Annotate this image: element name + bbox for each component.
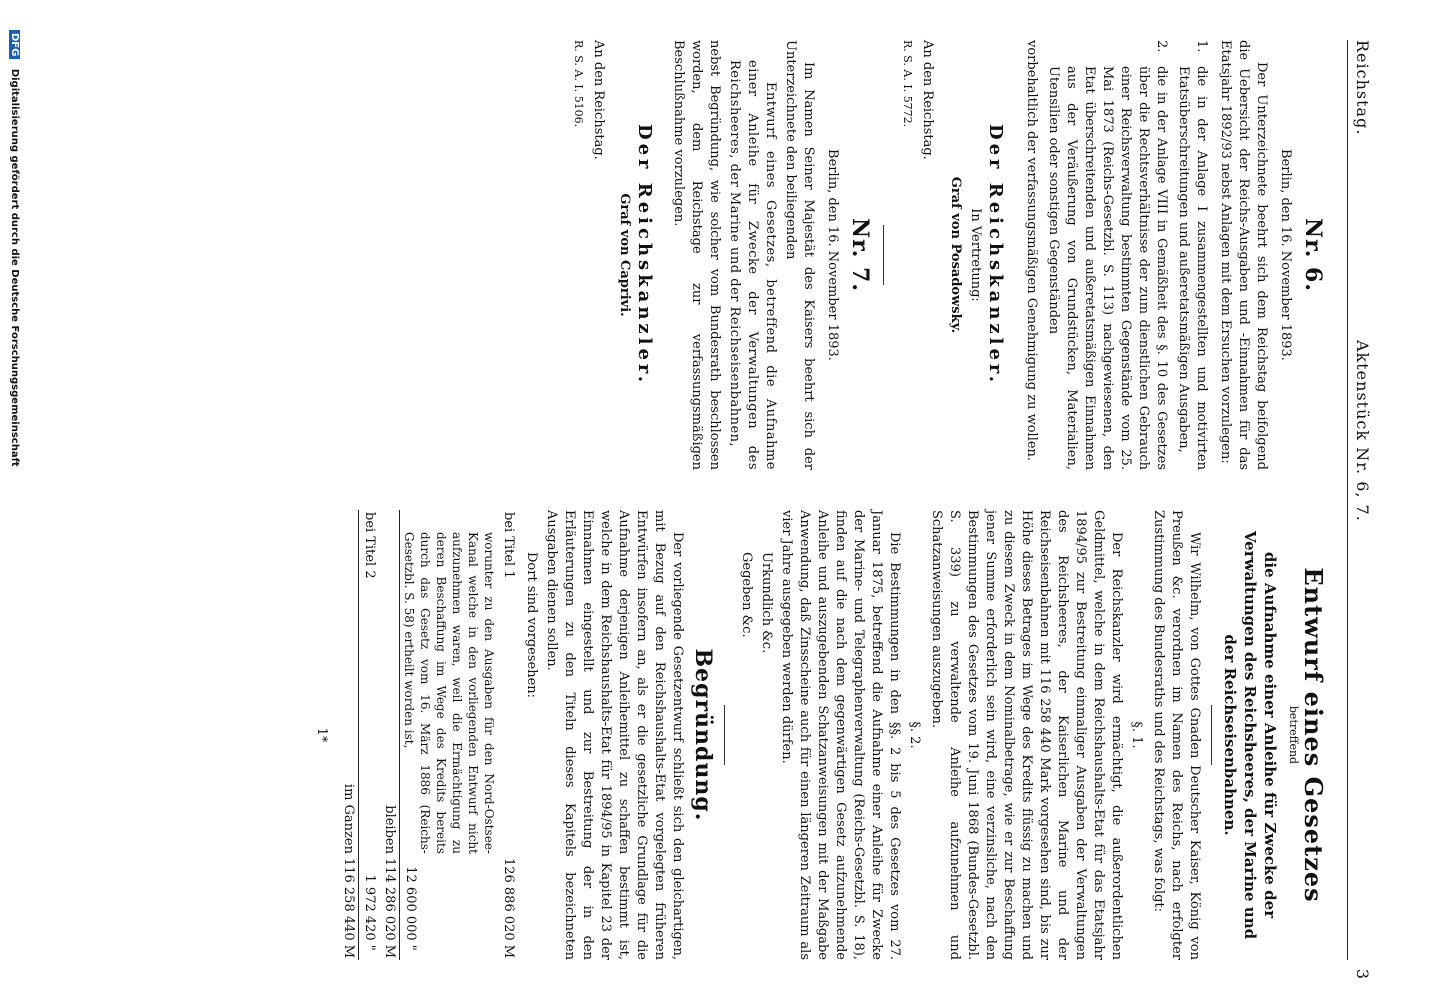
amounts-row-unit: M <box>338 943 359 960</box>
amounts-row-unit: " <box>362 944 377 951</box>
amounts-row-amount: 114 286 020 <box>379 856 400 943</box>
amounts-row-label: worunter zu den Ausgaben für den Nord-Ostsee-Kanal welche in den vorliegenden Entwurf nicht aufzunehmen waren, weil die Ermächtigung zu deren Beschaffung im Wege des Kredits bereits durch das Gesetz vom 16. März 1886 (Reichs-Gesetzbl. S. 58) ertheilt worden ist, <box>402 532 496 854</box>
draft-section-2-text: Die Bestimmungen in den §§. 2 bis 5 des Gesetzes vom 27. Januar 1875, betreffend die Aufnahme einer Anleihe für Zwecke der Marine- und Telegraphenverwaltung (Reichs-Gesetzbl. S. 18), finden auf die nach dem gegenwärtigen Gesetz aufzunehmende Anleihe und auszugebenden Schatzanweisungen mit der Maßgabe Anwendung, daß Zinsscheine auch für einen längeren Zeitraum als vier Jahre ausgegeben werden dürfen. <box>779 510 902 960</box>
amounts-row <box>498 510 518 960</box>
draft-betreffend: betreffend <box>1287 705 1300 765</box>
draft-title-rule <box>1211 705 1212 765</box>
amounts-row-label: bei Titel 2 <box>362 512 377 579</box>
nr7-paragraph-1: Im Namen Seiner Majestät des Kaisers beehrt sich der Unterzeichnete den beiliegenden <box>783 40 816 470</box>
amounts-row-amount: 126 886 020 <box>501 857 516 941</box>
nr6-item-1-number: 1. <box>1194 40 1209 53</box>
nr6-item-2-text: die in der Anlage VIII in Gemäßheit des §. 10 des Gesetzes über die Rechtsverhältnisse der zum dienstlichen Gebrauch einer Reichsverwaltung bestimmten Gegenstände vom 25. Mai 1873 (Reichs-Gesetzbl. S. 113) nachgewiesenen, den Etat überschreitenden und außeretatsmäßigen Einnahmen aus der Veräußerung von Grundstücken, Materialien, Utensilien oder sonstigen Gegenständen <box>1046 66 1169 470</box>
nr7-paragraph-3: nebst Begründung, wie solcher vom Bundesrath beschlossen worden, dem Reichstage zur verfassungsmäßigen Beschlußnahme vorzulegen. <box>671 40 722 470</box>
begruendung-list-intro: Dort sind vorgesehen: <box>524 552 539 699</box>
draft-closing-1: Urkundlich &c. <box>759 552 774 654</box>
nr7-signatory-title: Der Reichskanzler. <box>634 123 655 387</box>
amounts-row-label: im Ganzen <box>338 510 359 856</box>
amounts-row-unit: M <box>501 944 516 958</box>
digitization-note-text: Digitalisierung gefördert durch die Deutsche Forschungsgemeinschaft <box>9 68 20 467</box>
draft-subject: die Aufnahme einer Anleihe für Zwecke der Verwaltungen des Reichsheeres, der Marine und der Reichseisenbahnen. <box>1221 530 1279 940</box>
dfg-logo: DFG <box>9 30 20 59</box>
amounts-row-amount: 116 258 440 <box>338 856 359 943</box>
column-left <box>567 40 1326 470</box>
amounts-row-amount: 12 600 000 <box>403 866 418 941</box>
nr7-dateline: Berlin, den 16. November 1893. <box>825 149 840 361</box>
begruendung-section <box>312 510 716 960</box>
nr6-dateline: Berlin, den 16. November 1893. <box>1278 149 1293 361</box>
amounts-row-unit: M <box>379 943 400 960</box>
draft-section-1-label: §. 1. <box>1129 721 1144 749</box>
nr6-signatory-name: Graf von Posadowsky. <box>948 176 963 334</box>
draft-section-2-label: §. 2. <box>907 721 922 749</box>
running-head-left: Reichstag. <box>1353 40 1372 136</box>
column-right <box>310 510 1328 960</box>
begruendung-text: Der vorliegende Gesetzentwurf schließt sich den gleichartigen, mit Bezug auf den Reichshaushalts-Etat vorgelegten früheren Entwürfen insofern an, als er die gesetzliche Grundlage für die Aufnahme derjenigen Anleihemittel zu schaffen bestimmt ist, welche in dem Reichshaushalts-Etat für 1894/95 in Kapitel 23 der Einnahmen eingestellt und zur Bestreitung der in den Erläuterungen zu den Titeln dieses Kapitels bezeichneten Ausgaben dienen sollen. <box>544 510 685 960</box>
amounts-table <box>338 510 518 960</box>
draft-section-1-text: Der Reichskanzler wird ermächtigt, die außerordentlichen Geldmittel, welche in dem Reichshaushalts-Etat für das Etatsjahr 1894/95 zur Bestreitung einmaliger Ausgaben der Verwaltungen des Reichsheeres, der Kaiserlichen Marine und der Reichseisenbahnen mit 116 258 440 Mark vorgesehen sind, bis zur Höhe dieses Betrages im Wege des Kredits flüssig zu machen und zu diesem Zweck in dem Nominalbetrage, wie er zur Beschaffung jener Summe erforderlich sein wird, eine verzinsliche, nach den Bestimmungen des Gesetzes vom 19. Juni 1868 (Bundes-Gesetzbl. S. 339) zu verwaltende Anleihe aufzunehmen und Schatzanweisungen auszugeben. <box>929 510 1124 960</box>
header-rule <box>1347 40 1348 960</box>
draft-end-rule <box>724 705 725 765</box>
page-number: 3 <box>1353 968 1372 980</box>
nr6-item-1-text: die in der Anlage I zusammengestellten und motivirten Etatsüberschreitungen und außeretatsmäßigen Ausgaben, <box>1176 66 1209 470</box>
running-head-title: Aktenstück Nr. 6, 7. <box>1353 340 1372 522</box>
nr7-title: Nr. 7. <box>847 218 873 292</box>
nr7-section <box>569 40 873 470</box>
draft-title: Entwurf eines Gesetzes <box>1299 567 1328 903</box>
nr6-item-2 <box>1044 40 1170 470</box>
nr6-item-1 <box>1174 40 1210 470</box>
nr6-item-2-number: 2. <box>1154 40 1169 53</box>
nr6-closing: vorbehaltlich der verfassungsmäßigen Genehmigung zu wollen. <box>1024 40 1039 462</box>
amounts-row <box>338 510 359 960</box>
amounts-row <box>379 510 400 960</box>
amounts-row-label: bleiben <box>379 510 400 856</box>
amounts-row-label: bei Titel 1 <box>501 512 516 579</box>
amounts-row <box>359 510 380 960</box>
nr7-reference: R. S. A. I. 5106. <box>572 40 585 128</box>
nr7-addressee: An den Reichstag. <box>591 40 606 160</box>
nr7-paragraph-2: Entwurf eines Gesetzes, betreffend die Aufnahme einer Anleihe für Zwecke der Verwaltungen des Reichsheeres, der Marine und der Reichseisenbahnen, <box>727 60 778 470</box>
draft-section <box>737 510 1328 960</box>
nr6-addressee: An den Reichstag. <box>920 40 935 160</box>
draft-preamble: Wir Wilhelm, von Gottes Gnaden Deutscher Kaiser, König von Preußen &c. verordnen im Namen des Reichs, nach erfolgter Zustimmung des Bundesraths und des Reichstags, was folgt: <box>1151 510 1202 960</box>
nr7-signatory-name: Graf von Caprivi. <box>617 193 632 317</box>
nr6-reference: R. S. A. I. 5772. <box>901 40 914 128</box>
amounts-row-amount: 1 972 420 <box>362 874 377 941</box>
draft-closing-2: Gegeben &c. <box>739 552 754 638</box>
digitization-note <box>2 30 20 970</box>
nr6-section <box>898 40 1326 470</box>
nr6-signatory-deputy: In Vertretung: <box>968 208 983 302</box>
nr6-intro: Der Unterzeichnete beehrt sich dem Reichstag beifolgend die Uebersicht der Reichs-Ausgaben und -Einnahmen für das Etatsjahr 1892/93 nebst Anlagen mit dem Ersuchen vorzulegen: <box>1218 40 1269 470</box>
amounts-row <box>400 510 499 960</box>
section-divider <box>883 225 884 285</box>
nr6-title: Nr. 6. <box>1300 218 1326 292</box>
begruendung-title: Begründung. <box>690 648 716 822</box>
footnote-mark: 1* <box>314 727 329 743</box>
nr6-signatory-title: Der Reichskanzler. <box>985 123 1006 387</box>
amounts-row-unit: " <box>403 944 418 951</box>
